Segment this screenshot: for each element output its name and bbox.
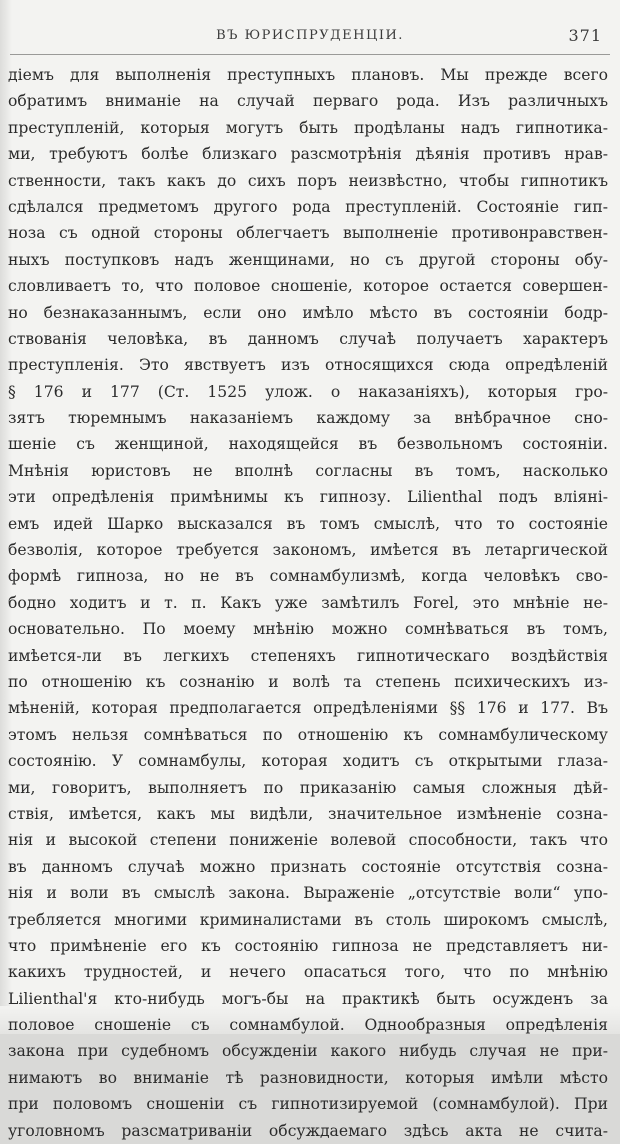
- text-line: какихъ трудностей, и нечего опасаться того, что по мнѣнію: [8, 963, 608, 982]
- header-rule: [10, 54, 610, 55]
- text-line: емъ идей Шарко высказался въ томъ смыслѣ, что то состояніе: [8, 514, 608, 533]
- text-line: что примѣненіе его къ состоянію гипноза не представляетъ ни-: [8, 936, 608, 955]
- text-line: дiемъ для выполненія преступныхъ плановъ. Мы прежде всего: [8, 66, 608, 84]
- text-line: формѣ гипноза, но не въ сомнамбулизмѣ, когда человѣкъ сво-: [8, 567, 608, 586]
- text-line: преступленій, которыя могутъ быть продѣланы надъ гипнотика-: [8, 118, 608, 137]
- text-line: этомъ нельзя сомнѣваться по отношенію къ сомнамбулическому: [8, 725, 608, 744]
- text-line: ныхъ поступковъ надъ женщинами, но съ другой стороны обу-: [8, 250, 608, 269]
- text-line: ственности, такъ какъ до сихъ поръ неизвѣстно, чтобы гипнотикъ: [8, 171, 608, 190]
- text-line: половое сношеніе съ сомнамбулой. Однообразныя опредѣленія: [8, 1016, 608, 1035]
- text-line: ми, говоритъ, выполняетъ по приказанію самыя сложныя дѣй-: [8, 778, 608, 797]
- page-number: 371: [568, 26, 602, 45]
- text-line: основательно. По моему мнѣнію можно сомнѣваться въ томъ,: [8, 620, 608, 639]
- text-line: шеніе съ женщиной, находящейся въ безвольномъ состояніи.: [8, 435, 608, 454]
- text-line: по отношенію къ сознанію и волѣ та степень психическихъ из-: [8, 672, 608, 691]
- text-line: нимаютъ во вниманіе тѣ разновидности, которыя имѣли мѣсто: [8, 1068, 608, 1087]
- text-line: мѣненій, которая предполагается опредѣленіями §§ 176 и 177. Въ: [8, 699, 608, 718]
- running-head: ВЪ ЮРИСПРУДЕНЦІИ.: [216, 28, 404, 43]
- text-line: состоянію. У сомнамбулы, которая ходитъ съ открытыми глаза-: [8, 752, 608, 771]
- text-line: эти опредѣленія примѣнимы къ гипнозу. Lilienthal подъ вліяні-: [8, 488, 608, 507]
- text-line: сдѣлался предметомъ другого рода преступленій. Состояніе гип-: [8, 197, 608, 216]
- text-line: закона при судебномъ обсужденіи какого нибудь случая не при-: [8, 1042, 608, 1061]
- text-line: ми, требуютъ болѣе близкаго разсмотрѣнія дѣянія противъ нрав-: [8, 145, 608, 164]
- text-line: требляется многими криминалистами въ столь широкомъ смыслѣ,: [8, 910, 608, 929]
- text-line: Мнѣнія юристовъ не вполнѣ согласны въ томъ, насколько: [8, 461, 608, 480]
- page-header: [10, 14, 610, 46]
- text-line: преступленія. Это явствуетъ изъ относящихся сюда опредѣленій: [8, 356, 608, 375]
- text-line: ствія, имѣется, какъ мы видѣли, значительное измѣненіе созна-: [8, 804, 608, 823]
- text-line: обратимъ вниманіе на случай перваго рода. Изъ различныхъ: [8, 92, 608, 111]
- text-line: Lilienthal'я кто-нибудь могъ-бы на практикѣ быть осужденъ за: [8, 989, 608, 1008]
- text-line: имѣется-ли въ легкихъ степеняхъ гипнотическаго воздѣйствія: [8, 646, 608, 665]
- text-line: нія и воли въ смыслѣ закона. Выраженіе „отсутствіе воли“ упо-: [8, 884, 608, 903]
- body-text: [8, 62, 608, 1144]
- text-line: но безнаказаннымъ, если оно имѣло мѣсто въ состояніи бодр-: [8, 303, 608, 322]
- text-line: въ данномъ случаѣ можно признать состояніе отсутствія созна-: [8, 857, 608, 876]
- text-line: уголовномъ разсматриваніи обсуждаемаго здѣсь акта не счита-: [8, 1121, 608, 1140]
- text-line: § 176 и 177 (Ст. 1525 улож. о наказаніяхъ), которыя гро-: [8, 382, 608, 401]
- text-line: зятъ тюремнымъ наказаніемъ каждому за внѣбрачное сно-: [8, 409, 608, 428]
- text-line: словливаетъ то, что половое сношеніе, которое остается совершен-: [8, 277, 608, 296]
- text-line: безволія, которое требуется закономъ, имѣется въ летаргической: [8, 541, 608, 560]
- text-line: ствованія человѣка, въ данномъ случаѣ получаетъ характеръ: [8, 329, 608, 348]
- text-line: ноза съ одной стороны облегчаетъ выполненіе противонравствен-: [8, 224, 608, 243]
- text-line: нія и высокой степени пониженіе волевой способности, такъ что: [8, 831, 608, 850]
- text-line: бодно ходитъ и т. п. Какъ уже замѣтилъ Forel, это мнѣніе не-: [8, 593, 608, 612]
- text-line: при половомъ сношеніи съ гипнотизируемой (сомнамбулой). При: [8, 1095, 608, 1114]
